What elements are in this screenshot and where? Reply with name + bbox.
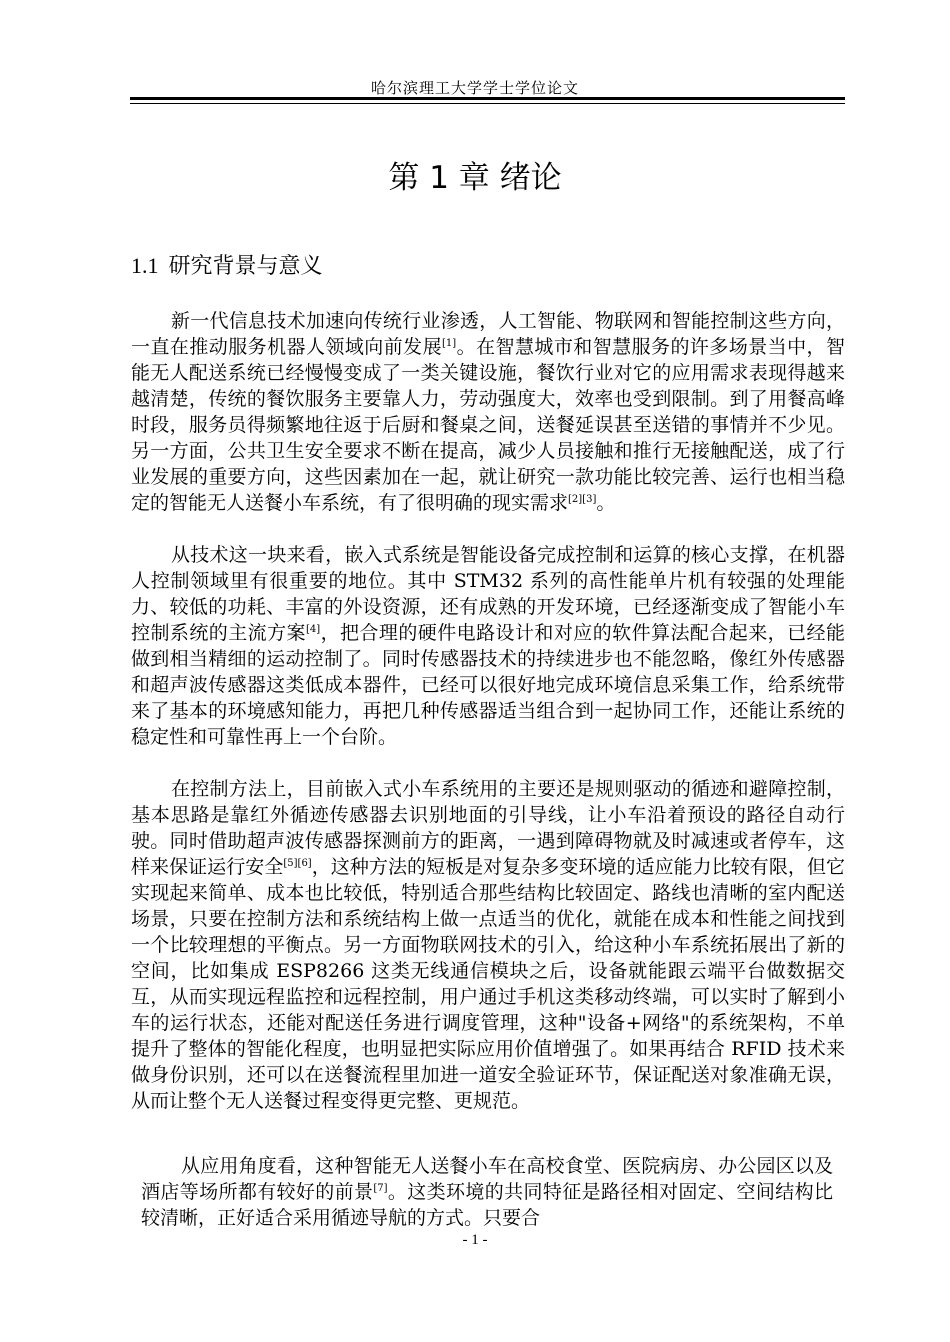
paragraph-text: ，这种方法的短板是对复杂多变环境的适应能力比较有限，但它实现起来简单、成本也比较低，特别适合那些结构比较固定、路线也清晰的室内配送场景，只要在控制方法和系统结构上做一点适当的优化，就能在成本和性能之间找到一个比较理想的平衡点。另一方面物联网技术的引入，给这种小车系统拓展出了新的空间，比如集成 ESP8266 这类无线通信模块之后，设备就能跟云端平台做数据交互，从而实现远程监控和远程控制，用户通过手机这类移动终端，可以实时了解到小车的运行状态，还能对配送任务进行调度管理，这种"设备+网络"的系统架构，不单提升了整体的智能化程度，也明显把实际应用价值增强了。如果再结合 RFID 技术来做身份识别，还可以在送餐流程里加进一道安全验证环节，保证配送对象准确无误，从而让整个无人送餐过程变得更完整、更规范。 bbox=[131, 856, 845, 1112]
body-paragraph bbox=[131, 542, 845, 750]
header-rule-thick bbox=[130, 97, 845, 100]
citation: [7] bbox=[373, 1183, 388, 1194]
paragraph-text: 从应用角度看，这种智能无人送餐小车在高校食堂、医院病房、办公园区以及酒店等场所都有较好的前景 bbox=[141, 1155, 833, 1203]
citation: [4] bbox=[305, 624, 321, 635]
section-title: 研究背景与意义 bbox=[168, 254, 323, 279]
paragraph-text: 在控制方法上，目前嵌入式小车系统用的主要还是规则驱动的循迹和避障控制，基本思路是靠红外循迹传感器去识别地面的引导线，让小车沿着预设的路径自动行驶。同时借助超声波传感器探测前方的距离，一遇到障碍物就及时减速或者停车，这样来保证运行安全 bbox=[131, 778, 845, 878]
paragraph-text: 。 bbox=[596, 492, 616, 514]
chapter-title: 第 1 章 绪论 bbox=[388, 160, 562, 196]
page-number: - 1 - bbox=[462, 1232, 488, 1248]
citation: [2][3] bbox=[568, 494, 597, 505]
header-title: 哈尔滨理工大学学士学位论文 bbox=[370, 79, 579, 97]
paragraph-text: 。这类环境的共同特征是路径相对固定、空间结构比较清晰，正好适合采用循迹导航的方式。只要合 bbox=[141, 1181, 833, 1229]
body-paragraph bbox=[131, 776, 845, 1114]
section-number: 1.1 bbox=[131, 253, 159, 278]
paragraph-text: 。在智慧城市和智慧服务的许多场景当中，智能无人配送系统已经慢慢变成了一类关键设施，餐饮行业对它的应用需求表现得越来越清楚，传统的餐饮服务主要靠人力，劳动强度大，效率也受到限制。到了用餐高峰时段，服务员得频繁地往返于后厨和餐桌之间，送餐延误甚至送错的事情并不少见。另一方面，公共卫生安全要求不断在提高，减少人员接触和推行无接触配送，成了行业发展的重要方向，这些因素加在一起，就让研究一款功能比较完善、运行也相当稳定的智能无人送餐小车系统，有了很明确的现实需求 bbox=[131, 336, 845, 514]
citation: [5][6] bbox=[283, 858, 312, 869]
header-rule-thin bbox=[130, 103, 845, 104]
body-paragraph bbox=[141, 1153, 833, 1231]
paragraph-text: 从技术这一块来看，嵌入式系统是智能设备完成控制和运算的核心支撑，在机器人控制领域里有很重要的地位。其中 STM32 系列的高性能单片机有较强的处理能力、较低的功耗、丰富的外设资源，还有成熟的开发环境，已经逐渐变成了智能小车控制系统的主流方案 bbox=[131, 544, 845, 644]
body-paragraph bbox=[131, 308, 845, 516]
section-heading bbox=[131, 249, 323, 280]
paragraph-text: 新一代信息技术加速向传统行业渗透，人工智能、物联网和智能控制这些方向，一直在推动服务机器人领域向前发展 bbox=[131, 310, 845, 358]
paragraph-text: ，把合理的硬件电路设计和对应的软件算法配合起来，已经能做到相当精细的运动控制了。同时传感器技术的持续进步也不能忽略，像红外传感器和超声波传感器这类低成本器件，已经可以很好地完成环境信息采集工作，给系统带来了基本的环境感知能力，再把几种传感器适当组合到一起协同工作，还能让系统的稳定性和可靠性再上一个台阶。 bbox=[131, 622, 845, 748]
citation: [1] bbox=[442, 338, 457, 349]
